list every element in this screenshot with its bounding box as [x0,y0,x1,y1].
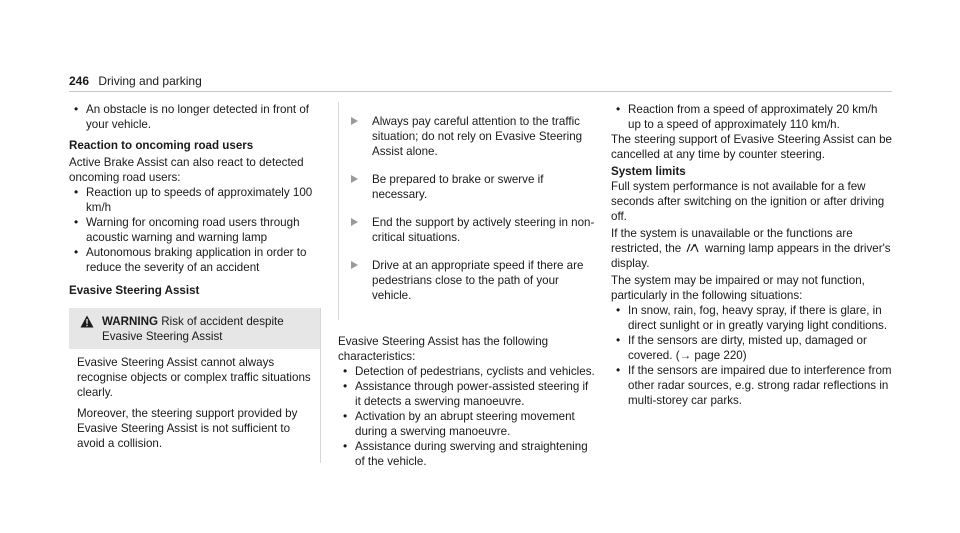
warning-box [69,308,321,463]
instruction-step [339,258,596,303]
instruction-step [339,215,596,245]
list-item: • Autonomous braking application in order to reduce the severity of an accident [69,245,321,275]
step-arrow-icon [351,175,358,183]
evasive-steering-warning-lamp-icon [686,243,699,253]
warning-header [69,308,320,349]
section-title: Driving and parking [98,74,202,88]
warning-text-2: Moreover, the steering support provided by Evasive Steering Assist is not sufficient to avoid a collision. [77,407,298,450]
system-limits-text: Full system performance is not available for a few seconds after switching on the ignition or after driving off. [611,180,885,223]
column-middle [338,102,596,469]
list-item: • Warning for oncoming road users through acoustic warning and warning lamp [69,215,321,245]
header-divider [69,91,892,92]
page-header [69,74,892,88]
evasive-heading: Evasive Steering Assist [69,284,200,297]
column-left [69,102,321,463]
unavailable-text-end: warning lamp appears in the driver's display. [611,242,891,270]
list-item: • Reaction up to speeds of approximately 100 km/h [69,185,321,215]
sensors-dirty-text: If the sensors are dirty, misted up, damaged or covered. [628,334,867,362]
list-item: • If the sensors are impaired due to interference from other radar sources, e.g. strong radar reflections in multi-storey car parks. [611,363,892,408]
step-arrow-icon [351,261,358,269]
oncoming-heading: Reaction to oncoming road users [69,139,254,152]
list-item [611,333,892,363]
characteristics-intro: Evasive Steering Assist has the following characteristics: [338,335,549,363]
step-text: Drive at an appropriate speed if there are pedestrians close to the path of your vehicle. [372,259,584,302]
impaired-intro: The system may be impaired or may not function, particularly in the following situations: [611,274,865,302]
step-text: Always pay careful attention to the traffic situation; do not rely on Evasive Steering Assist alone. [372,115,583,158]
instruction-steps [338,102,596,320]
step-text: Be prepared to brake or swerve if necessary. [372,173,544,201]
unavailable-text [611,226,892,271]
warning-body [69,349,320,463]
system-limits-heading: System limits [611,165,686,178]
warning-label: WARNING [102,315,159,328]
list-item: • Reaction from a speed of approximately 20 km/h up to a speed of approximately 110 km/h. [611,102,892,132]
column-right [611,102,892,408]
list-item: • Assistance during swerving and straightening of the vehicle. [338,439,596,469]
unavailable-text-start: If the system is unavailable or the functions are restricted, the [611,227,853,255]
list-item: • Detection of pedestrians, cyclists and vehicles. [338,364,596,379]
step-text: End the support by actively steering in non-critical situations. [372,216,595,244]
instruction-step [339,114,596,159]
list-item: • An obstacle is no longer detected in front of your vehicle. [69,102,321,132]
cancel-text: The steering support of Evasive Steering Assist can be cancelled at any time by counter steering. [611,133,892,161]
step-arrow-icon [351,117,358,125]
step-arrow-icon [351,218,358,226]
list-item: • Assistance through power-assisted steering if it detects a swerving manoeuvre. [338,379,596,409]
list-item: • Activation by an abrupt steering movement during a swerving manoeuvre. [338,409,596,439]
warning-text-1: Evasive Steering Assist cannot always recognise objects or complex traffic situations clearly. [77,356,311,399]
warning-triangle-icon [80,315,94,328]
page-reference-link[interactable]: (→ page 220) [675,349,747,362]
oncoming-intro: Active Brake Assist can also react to detected oncoming road users: [69,156,304,184]
page-number: 246 [69,74,90,88]
warning-title: Risk of accident despite Evasive Steering Assist [102,315,284,343]
list-item: • In snow, rain, fog, heavy spray, if there is glare, in direct sunlight or in greatly varying light conditions. [611,303,892,333]
instruction-step [339,172,596,202]
